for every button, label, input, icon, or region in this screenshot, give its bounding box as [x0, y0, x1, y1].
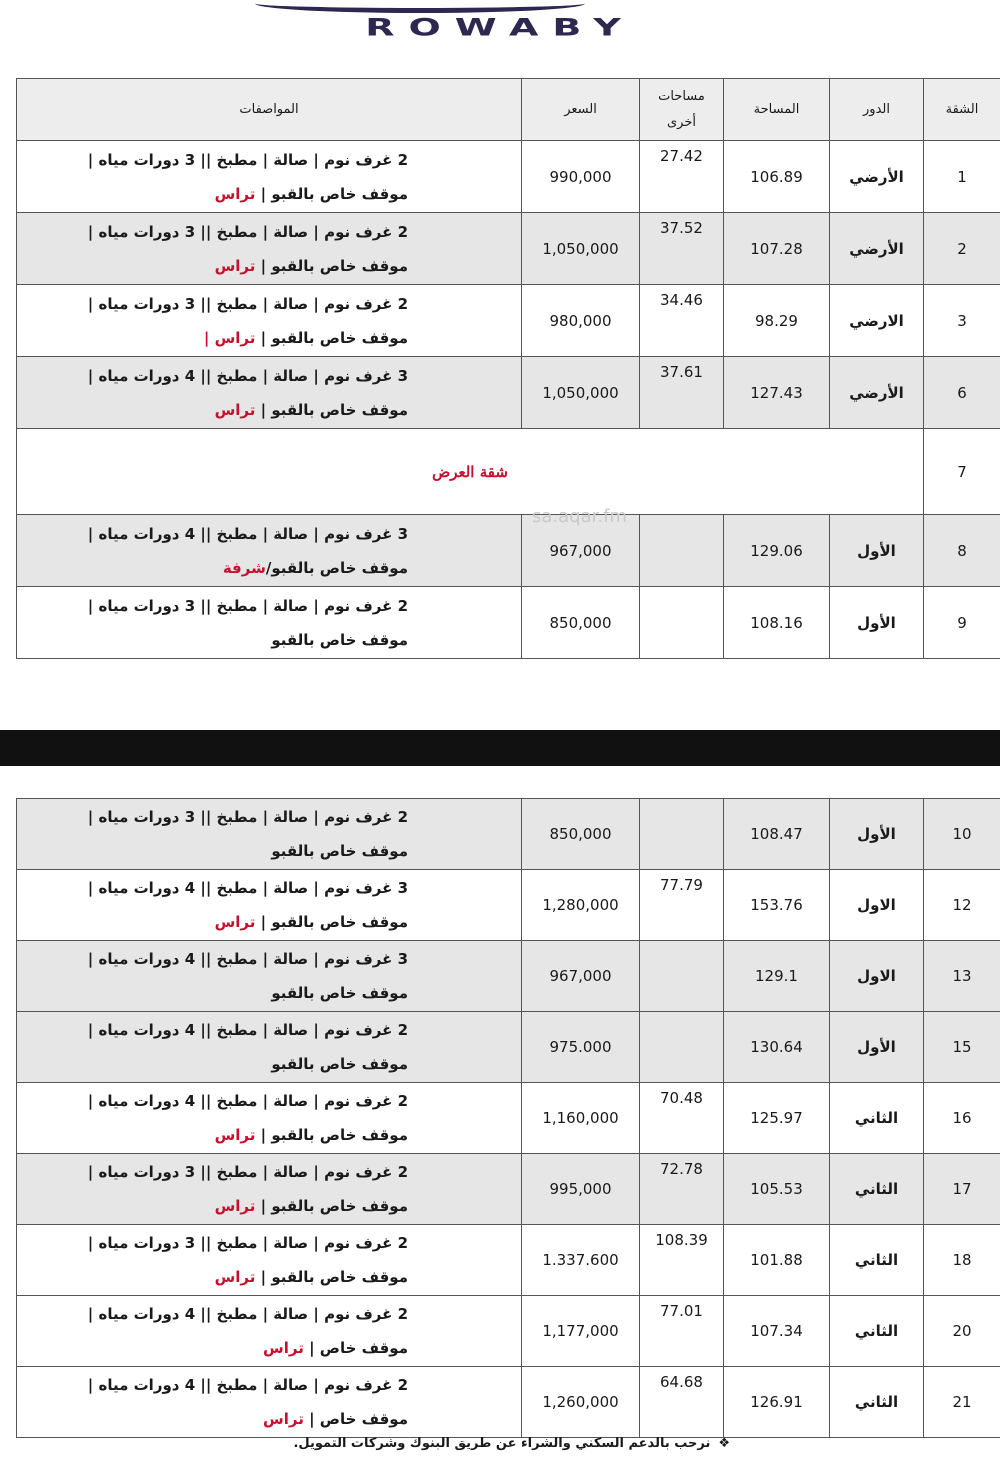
header-area: المساحة [724, 79, 830, 141]
table-row [17, 1012, 1000, 1083]
note-item [293, 1436, 730, 1451]
cell-specs [17, 213, 522, 285]
logo-arc-mark [255, 0, 585, 13]
spec-line-rooms: 2 غرف نوم | صالة | مطبخ || 3 دورات مياه | [87, 294, 408, 313]
spec-line-rooms: 2 غرف نوم | صالة | مطبخ || 3 دورات مياه | [87, 1234, 408, 1252]
cell-unit: 21 [924, 1367, 1000, 1438]
cell-price: 967,000 [522, 515, 640, 587]
spec-extra-feature: تراس [214, 400, 261, 419]
showroom-label: شقة العرض [17, 429, 924, 515]
spec-parking-text: موقف خاص بالقبو | [260, 1268, 408, 1286]
cell-other-areas: 37.61 [640, 357, 724, 429]
cell-specs [17, 941, 522, 1012]
spec-line-rooms: 2 غرف نوم | صالة | مطبخ || 4 دورات مياه | [87, 1376, 408, 1394]
brand-logo [0, 0, 1000, 70]
spec-line-parking [17, 321, 408, 355]
table-row [17, 1225, 1000, 1296]
table-row [17, 213, 1000, 285]
spec-parking-text: موقف خاص بالقبو | [260, 1197, 408, 1215]
cell-other-areas [640, 587, 724, 659]
units-table-1-body [17, 141, 1000, 659]
spec-parking-text: موقف خاص بالقبو | [260, 913, 408, 931]
spec-line-rooms: 3 غرف نوم | صالة | مطبخ || 4 دورات مياه | [87, 524, 408, 543]
cell-unit: 12 [924, 870, 1000, 941]
spec-line-parking [17, 976, 408, 1010]
cell-price: 975.000 [522, 1012, 640, 1083]
spec-parking-text: موقف خاص بالقبو [271, 630, 408, 649]
cell-area: 127.43 [724, 357, 830, 429]
table-row [17, 799, 1000, 870]
cell-other-areas: 77.01 [640, 1296, 724, 1367]
spec-line-rooms: 2 غرف نوم | صالة | مطبخ || 3 دورات مياه | [87, 596, 408, 615]
cell-area: 106.89 [724, 141, 830, 213]
cell-specs [17, 141, 522, 213]
spec-extra-feature: تراس | [203, 328, 261, 347]
cell-other-areas [640, 515, 724, 587]
units-table-2-body [17, 799, 1000, 1438]
cell-specs [17, 1296, 522, 1367]
cell-floor: الثاني [830, 1225, 924, 1296]
cell-other-areas: 27.42 [640, 141, 724, 213]
cell-other-areas: 64.68 [640, 1367, 724, 1438]
table-row [17, 515, 1000, 587]
spec-line-rooms: 2 غرف نوم | صالة | مطبخ || 4 دورات مياه | [87, 1305, 408, 1323]
cell-other-areas: 70.48 [640, 1083, 724, 1154]
spec-parking-text: موقف خاص بالقبو | [260, 184, 408, 203]
spec-parking-text: موقف خاص بالقبو | [260, 328, 408, 347]
spec-line-rooms: 3 غرف نوم | صالة | مطبخ || 4 دورات مياه | [87, 366, 408, 385]
spec-parking-text: موقف خاص بالقبو/ [265, 558, 408, 577]
cell-specs [17, 1225, 522, 1296]
header-other-line2: أخرى [667, 114, 696, 130]
cell-specs [17, 1367, 522, 1438]
spec-line-parking [17, 905, 408, 939]
cell-price: 850,000 [522, 799, 640, 870]
cell-price: 1,050,000 [522, 213, 640, 285]
spec-line-parking [17, 1402, 408, 1436]
spec-line-rooms: 3 غرف نوم | صالة | مطبخ || 4 دورات مياه | [87, 950, 408, 968]
spec-line-parking [17, 1118, 408, 1152]
cell-price: 1,260,000 [522, 1367, 640, 1438]
brand-name: ROWABY [365, 14, 635, 42]
diamond-bullet-icon: ❖ [718, 1436, 730, 1451]
notes [293, 1436, 730, 1457]
cell-other-areas [640, 1012, 724, 1083]
header-specs: المواصفات [17, 79, 522, 141]
cell-price: 967,000 [522, 941, 640, 1012]
cell-unit: 17 [924, 1154, 1000, 1225]
cell-other-areas: 37.52 [640, 213, 724, 285]
watermark: sa.aqar.fm [532, 506, 627, 527]
table-row [17, 357, 1000, 429]
spec-parking-text: موقف خاص بالقبو | [260, 1126, 408, 1144]
cell-floor: الثاني [830, 1367, 924, 1438]
cell-floor: الأرضي [830, 213, 924, 285]
spec-line-rooms: 2 غرف نوم | صالة | مطبخ || 3 دورات مياه | [87, 808, 408, 826]
cell-unit: 8 [924, 515, 1000, 587]
cell-specs [17, 285, 522, 357]
spec-line-rooms: 2 غرف نوم | صالة | مطبخ || 3 دورات مياه | [87, 150, 408, 169]
spec-line-parking [17, 1331, 408, 1365]
cell-other-areas [640, 799, 724, 870]
cell-price: 1,177,000 [522, 1296, 640, 1367]
cell-specs [17, 1083, 522, 1154]
cell-floor: الاول [830, 870, 924, 941]
note-text: نرحب بالدعم السكني والشراء عن طريق البنوك وشركات التمويل. [293, 1436, 711, 1451]
spec-extra-feature: شرفة [222, 558, 266, 577]
table-row [17, 1154, 1000, 1225]
cell-price: 1,050,000 [522, 357, 640, 429]
cell-floor: الارضي [830, 285, 924, 357]
spec-line-rooms: 3 غرف نوم | صالة | مطبخ || 4 دورات مياه | [87, 879, 408, 897]
cell-area: 153.76 [724, 870, 830, 941]
spec-line-rooms: 2 غرف نوم | صالة | مطبخ || 3 دورات مياه | [87, 222, 408, 241]
cell-area: 125.97 [724, 1083, 830, 1154]
table-row [17, 141, 1000, 213]
table-row [17, 285, 1000, 357]
cell-unit: 6 [924, 357, 1000, 429]
spec-parking-text: موقف خاص | [309, 1410, 408, 1428]
cell-price: 990,000 [522, 141, 640, 213]
spec-parking-text: موقف خاص بالقبو | [260, 400, 408, 419]
spec-parking-text: موقف خاص بالقبو | [260, 256, 408, 275]
spec-extra-feature: تراس [214, 1268, 261, 1286]
cell-area: 107.28 [724, 213, 830, 285]
cell-unit: 13 [924, 941, 1000, 1012]
cell-area: 108.16 [724, 587, 830, 659]
cell-area: 129.1 [724, 941, 830, 1012]
cell-specs [17, 1154, 522, 1225]
cell-floor: الثاني [830, 1083, 924, 1154]
header-price: السعر [522, 79, 640, 141]
cell-floor: الأول [830, 799, 924, 870]
table-row [17, 1367, 1000, 1438]
header-unit: الشقة [924, 79, 1000, 141]
cell-other-areas: 34.46 [640, 285, 724, 357]
table-row [17, 870, 1000, 941]
spec-line-parking [17, 249, 408, 283]
cell-floor: الأول [830, 1012, 924, 1083]
cell-specs [17, 515, 522, 587]
spec-line-parking [17, 393, 408, 427]
cell-area: 105.53 [724, 1154, 830, 1225]
cell-floor: الأرضي [830, 357, 924, 429]
spec-line-parking [17, 177, 408, 211]
cell-unit: 9 [924, 587, 1000, 659]
units-table-1 [16, 78, 1000, 659]
header-floor: الدور [830, 79, 924, 141]
cell-specs [17, 870, 522, 941]
table-header-row [17, 79, 1000, 141]
cell-specs [17, 357, 522, 429]
cell-area: 108.47 [724, 799, 830, 870]
spec-extra-feature: تراس [214, 1126, 261, 1144]
cell-price: 1,160,000 [522, 1083, 640, 1154]
cell-price: 1,280,000 [522, 870, 640, 941]
cell-unit: 7 [924, 429, 1000, 515]
cell-price: 1.337.600 [522, 1225, 640, 1296]
spec-line-parking [17, 551, 408, 585]
spec-parking-text: موقف خاص | [309, 1339, 408, 1357]
units-table-2 [16, 798, 1000, 1438]
cell-area: 126.91 [724, 1367, 830, 1438]
cell-unit: 3 [924, 285, 1000, 357]
spec-parking-text: موقف خاص بالقبو [271, 984, 408, 1002]
header-other-areas [640, 79, 724, 141]
spec-extra-feature: تراس [263, 1339, 310, 1357]
cell-floor: الثاني [830, 1154, 924, 1225]
table-row [17, 941, 1000, 1012]
spec-line-parking [17, 834, 408, 868]
cell-floor: الثاني [830, 1296, 924, 1367]
spec-line-rooms: 2 غرف نوم | صالة | مطبخ || 4 دورات مياه | [87, 1092, 408, 1110]
cell-other-areas: 72.78 [640, 1154, 724, 1225]
cell-area: 107.34 [724, 1296, 830, 1367]
cell-floor: الاول [830, 941, 924, 1012]
spec-line-parking [17, 623, 408, 657]
cell-area: 129.06 [724, 515, 830, 587]
cell-specs [17, 799, 522, 870]
cell-unit: 18 [924, 1225, 1000, 1296]
spec-line-parking [17, 1260, 408, 1294]
cell-specs [17, 587, 522, 659]
table-row [17, 1083, 1000, 1154]
cell-floor: الأول [830, 587, 924, 659]
cell-unit: 15 [924, 1012, 1000, 1083]
cell-price: 995,000 [522, 1154, 640, 1225]
cell-price: 980,000 [522, 285, 640, 357]
spec-extra-feature: تراس [263, 1410, 310, 1428]
cell-other-areas: 77.79 [640, 870, 724, 941]
spec-line-rooms: 2 غرف نوم | صالة | مطبخ || 3 دورات مياه | [87, 1163, 408, 1181]
spec-extra-feature: تراس [214, 1197, 261, 1215]
cell-other-areas: 108.39 [640, 1225, 724, 1296]
separator-band [0, 730, 1000, 766]
cell-area: 98.29 [724, 285, 830, 357]
spec-parking-text: موقف خاص بالقبو [271, 842, 408, 860]
spec-line-parking [17, 1047, 408, 1081]
spec-extra-feature: تراس [214, 256, 261, 275]
cell-area: 101.88 [724, 1225, 830, 1296]
spec-extra-feature: تراس [214, 184, 261, 203]
spec-extra-feature: تراس [214, 913, 261, 931]
cell-floor: الأرضي [830, 141, 924, 213]
cell-price: 850,000 [522, 587, 640, 659]
cell-unit: 1 [924, 141, 1000, 213]
cell-unit: 16 [924, 1083, 1000, 1154]
table-row [17, 1296, 1000, 1367]
cell-floor: الأول [830, 515, 924, 587]
cell-unit: 20 [924, 1296, 1000, 1367]
cell-unit: 10 [924, 799, 1000, 870]
cell-other-areas [640, 941, 724, 1012]
cell-unit: 2 [924, 213, 1000, 285]
showroom-row [17, 429, 1000, 515]
header-other-line1: مساحات [658, 88, 705, 104]
spec-line-rooms: 2 غرف نوم | صالة | مطبخ || 4 دورات مياه | [87, 1021, 408, 1039]
spec-line-parking [17, 1189, 408, 1223]
table-row [17, 587, 1000, 659]
cell-area: 130.64 [724, 1012, 830, 1083]
spec-parking-text: موقف خاص بالقبو [271, 1055, 408, 1073]
cell-specs [17, 1012, 522, 1083]
